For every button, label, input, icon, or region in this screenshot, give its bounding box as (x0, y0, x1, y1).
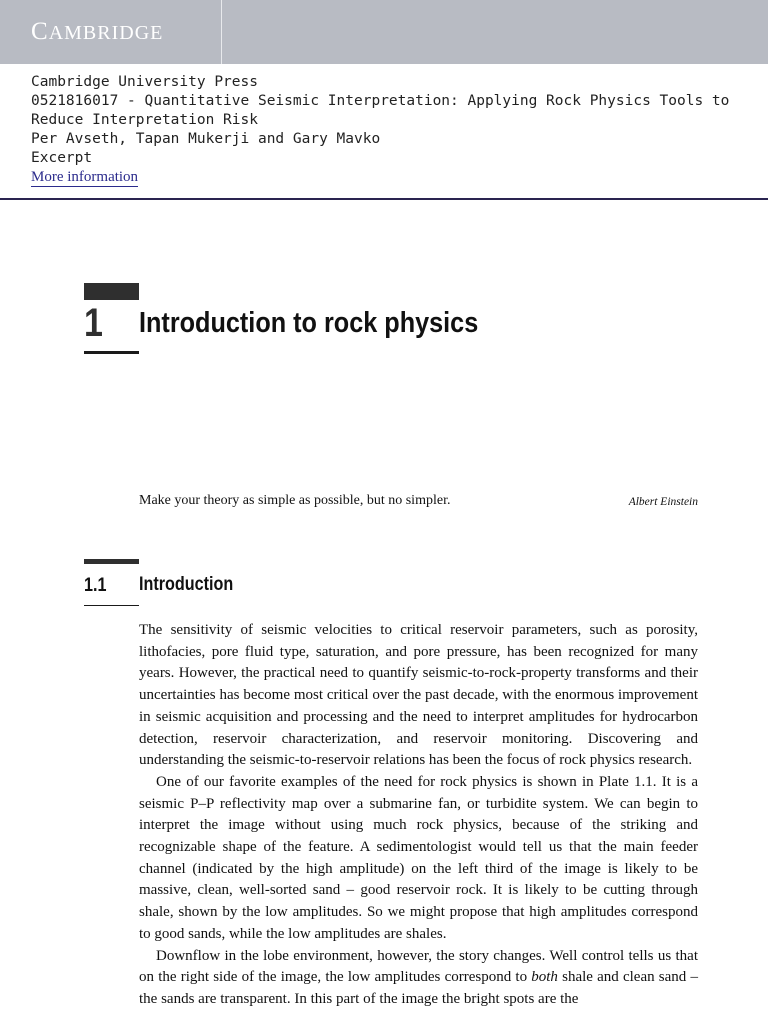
body-text (139, 620, 698, 1011)
isbn-title: 0521816017 - Quantitative Seismic Interpretation: Applying Rock Physics Tools to Reduce Interpretation Risk (31, 93, 739, 128)
header-rule (0, 198, 768, 200)
chapter-title: Introduction to rock physics (139, 307, 479, 339)
section-number: 1.1 (84, 575, 107, 596)
paragraph-1: The sensitivity of seismic velocities to critical reservoir parameters, such as porosity, lithofacies, pore fluid type, saturation, and pore pressure, has been recognized for many years. However, the practical need to quantify seismic-to-rock-property transforms and their uncertainties has become most critical over the past decade, with the enormous improvement in seismic acquisition and processing and the need to interpret amplitudes for hydrocarbon detection, reservoir characterization, and reservoir monitoring. Discovering and understanding the seismic-to-reservoir relations has been the focus of rock physics research. (139, 622, 698, 769)
banner-divider (221, 0, 222, 64)
paragraph-2: One of our favorite examples of the need for rock physics is shown in Plate 1.1. It is a seismic P–P reflectivity map over a submarine fan, or turbidite system. We can begin to interpret the image without using much rock physics, because of the striking and recognizable shape of the feature. A sedimentologist would tell us that the main feeder channel (indicated by the high amplitude) on the left third of the image is likely to be massive, clean, well-sorted sand – good reservoir rock. It is likely to be cutting through shale, shown by the low amplitudes. So we might propose that high amplitudes correspond to good sands, while the low amplitudes are shales. (139, 773, 698, 942)
paragraph-3-emphasis: both (531, 969, 558, 986)
chapter-number: 1 (84, 301, 103, 345)
book-metadata (31, 73, 741, 187)
paragraph-3-end: shale and clean sand – the sands are transparent. In this part of the image the bright spots are the (139, 969, 698, 1007)
section-bar-top (84, 559, 139, 564)
section-title: Introduction (139, 574, 234, 595)
header-banner (0, 0, 768, 64)
paragraph-3-start: Downflow in the lobe environment, however, the story changes. Well control tells us that on the right side of the image, the low amplitudes correspond to (139, 947, 698, 986)
paragraph-3 (139, 946, 698, 1011)
epigraph-author: Albert Einstein (628, 496, 698, 508)
cambridge-logo[interactable]: CAMBRIDGE (31, 18, 164, 45)
excerpt-label: Excerpt (31, 150, 93, 166)
chapter-bar-bottom (84, 351, 139, 354)
epigraph-quote: Make your theory as simple as possible, but no simpler. (139, 493, 451, 508)
authors: Per Avseth, Tapan Mukerji and Gary Mavko (31, 131, 381, 147)
more-information-link[interactable]: More information (31, 169, 139, 185)
section-bar-bottom (84, 605, 139, 606)
chapter-bar-top (84, 283, 139, 300)
publisher: Cambridge University Press (31, 74, 258, 90)
